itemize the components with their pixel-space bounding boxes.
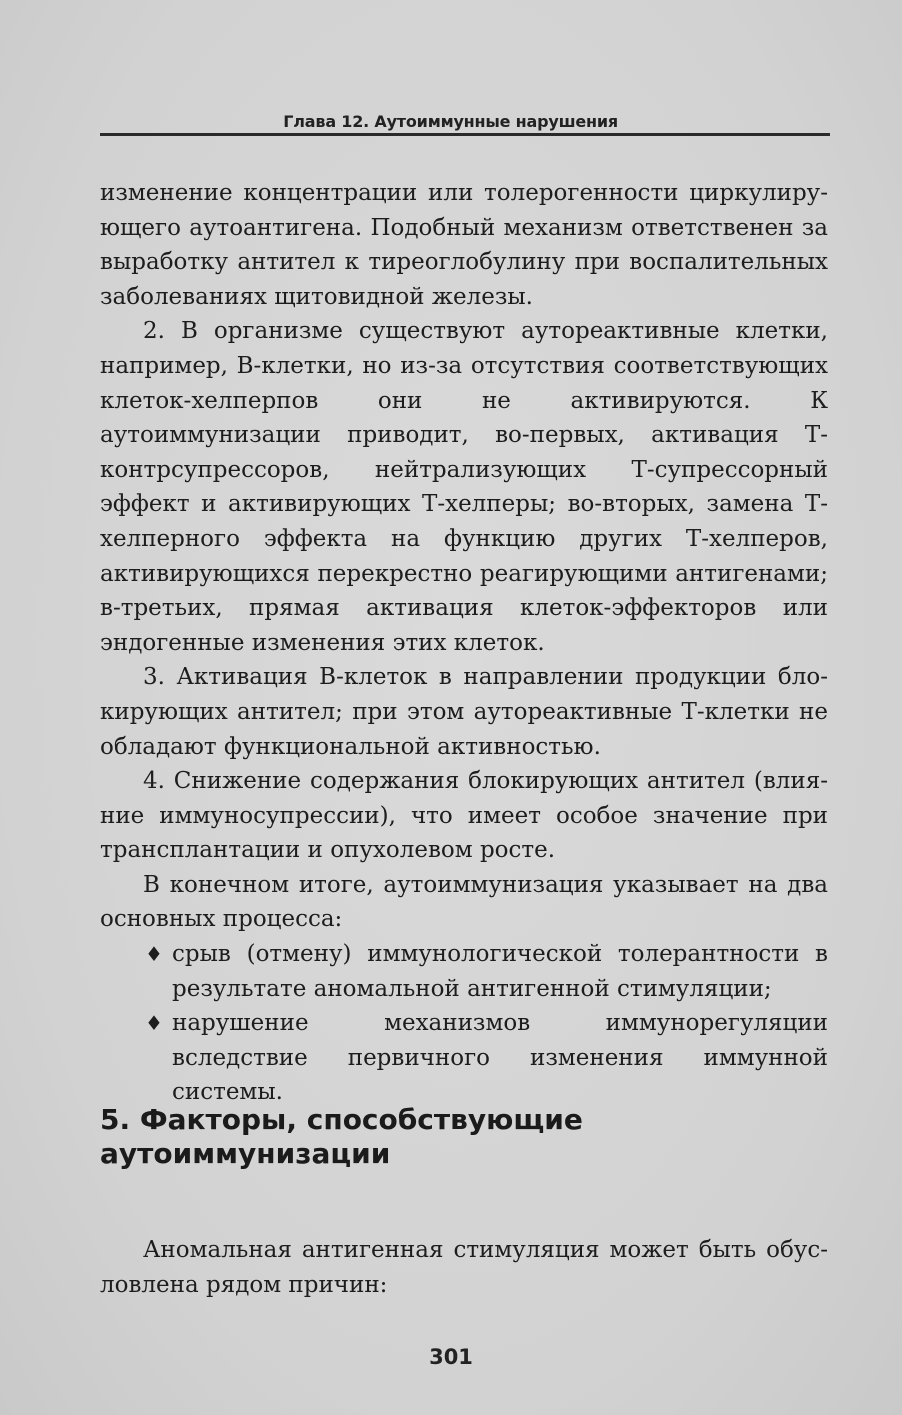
paragraph-conclusion: В конечном итоге, аутоиммунизация указывает на два основных процесса: bbox=[100, 871, 828, 933]
chapter-title: Глава 12. Аутоиммунные нарушения bbox=[283, 112, 618, 131]
diamond-bullet-icon: ♦ bbox=[145, 1011, 163, 1036]
bullet-list bbox=[100, 937, 828, 1110]
diamond-bullet-icon: ♦ bbox=[145, 942, 163, 967]
paragraph-item-4: 4. Снижение содержания блокирующих антител (влияние иммуносупрессии), что имеет особое значение при трансплантации и опухолевом росте. bbox=[100, 768, 828, 864]
page-number: 301 bbox=[429, 1345, 473, 1369]
paragraph-item-2: 2. В организме существуют аутореактивные клетки, например, В-клетки, но из-за отсутствия соответствующих клеток-хелперпов они не активируются. К аутоиммунизации приводит, во-первых, активация Т-контрсупрессоров, нейтрализующих Т-супрессорный эффект и активирующих Т-хелперы; во-вторых, замена Т-хелперного эффекта на функцию других Т-хелперов, активирующихся перекрестно реагирующими антигенами; в-третьих, прямая активация клеток-эффекторов или эндогенные изменения этих клеток. bbox=[100, 318, 828, 656]
paragraph-continuation: изменение концентрации или толерогенности циркулирующего аутоантигена. Подобный механизм ответственен за выработку антител к тиреоглобулину при воспалительных заболеваниях щитовидной железы. bbox=[100, 180, 828, 310]
bullet-item bbox=[100, 1006, 828, 1110]
section-body bbox=[100, 1233, 828, 1302]
paragraph-item-3: 3. Активация В-клеток в направлении продукции блокирующих антител; при этом аутореактивные Т-клетки не обладают функциональной активностью. bbox=[100, 664, 828, 760]
section-heading bbox=[100, 1103, 800, 1171]
body-text bbox=[100, 176, 828, 1110]
section-heading-line-1: 5. Факторы, способствующие bbox=[100, 1103, 583, 1136]
running-header bbox=[100, 112, 830, 131]
section-heading-line-2: аутоиммунизации bbox=[100, 1137, 391, 1170]
section-intro-paragraph: Аномальная антигенная стимуляция может быть обусловлена рядом причин: bbox=[100, 1237, 828, 1298]
header-rule bbox=[100, 133, 830, 136]
bullet-text: срыв (отмену) иммунологической толерантности в результате аномальной антигенной стимуляции; bbox=[172, 941, 828, 1002]
bullet-item bbox=[100, 937, 828, 1006]
bullet-text: нарушение механизмов иммунорегуляции вследствие первичного изменения иммунной системы. bbox=[172, 1010, 828, 1106]
